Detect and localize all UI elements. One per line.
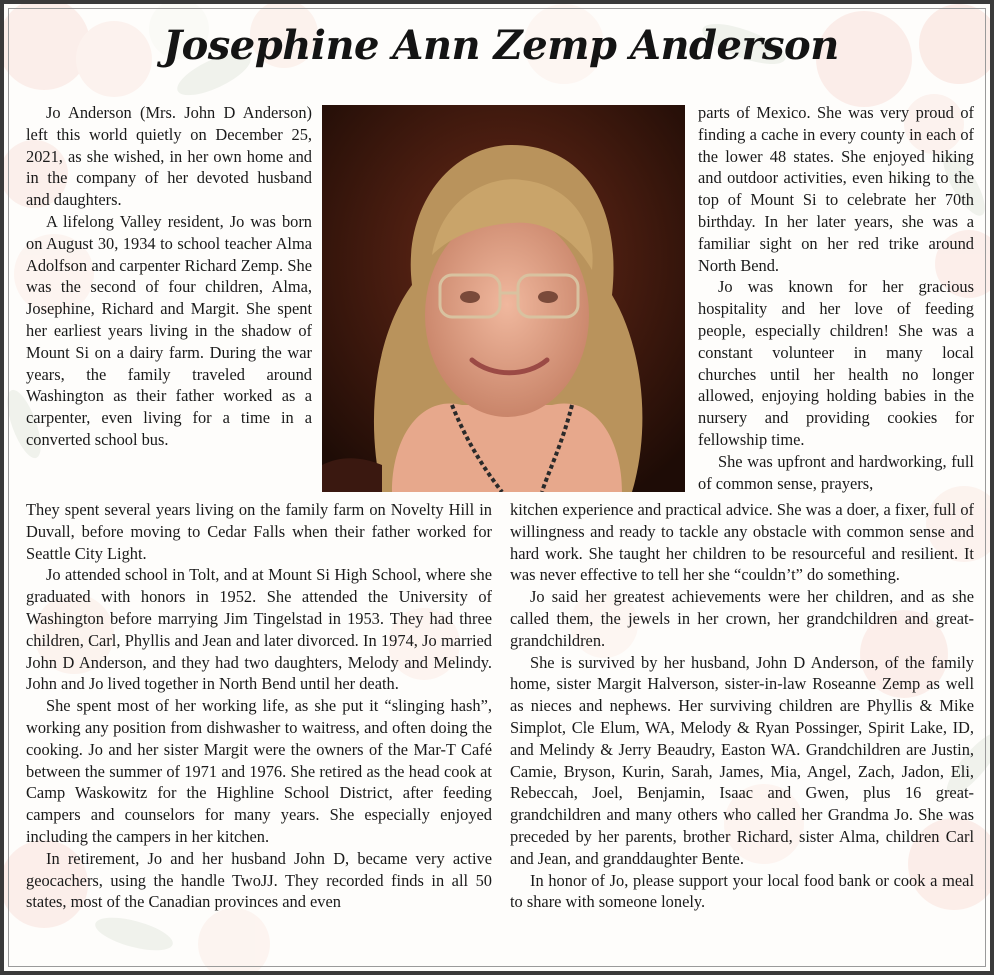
left-column-top: [26, 102, 312, 451]
paragraph: Jo attended school in Tolt, and at Mount Si High School, where she graduated with honors in 1952. She attended the University of Washington before marrying Jim Tingelstad in 1953. They had three children, Carl, Phyllis and Jean and later divorced. In 1974, Jo married John D Anderson, and they had two daughters, Melody and Melindy. John and Jo lived together in North Bend until her death.: [26, 565, 492, 694]
paragraph: A lifelong Valley resident, Jo was born on August 30, 1934 to school teacher Alma Adolfson and carpenter Richard Zemp. She was the second of four children, Alma, Josephine, Richard and Margit. She spent her earliest years living in the shadow of Mount Si on a dairy farm. During the war years, the family traveled around Washington as their father worked as a carpenter, even living for a time in a converted school bus.: [26, 211, 312, 449]
obituary-title: Josephine Ann Zemp Anderson: [163, 22, 839, 69]
paragraph: She spent most of her working life, as she put it “slinging hash”, working any position from dishwasher to waitress, and often doing the cooking. Jo and her sister Margit were the owners of the Mar-T Café between the summer of 1971 and 1976. She retired as the head cook at Camp Waskowitz for the Highline School District, after feeding campers and counselors for many years. She especially enjoyed including the campers in her kitchen.: [26, 696, 492, 846]
paragraph: Jo said her greatest achievements were her children, and as she called them, the jewels in her crown, her grandchildren and great-grandchildren.: [510, 587, 974, 650]
paragraph: Jo was known for her gracious hospitality and her love of feeding people, especially children! She was a constant volunteer in many local churches until her health no longer allowed, enjoying holding babies in the nursery and providing cookies for fellowship time.: [698, 277, 974, 449]
portrait-photo: [322, 105, 685, 492]
paragraph: parts of Mexico. She was very proud of finding a cache in every county in each of the lower 48 states. She enjoyed hiking and outdoor activities, even hiking to the top of Mount Si to celebrate her 70th birthday. In her later years, she was a familiar sight on her red trike around North Bend.: [698, 103, 974, 275]
paragraph: She is survived by her husband, John D Anderson, of the family home, sister Margit Halverson, sister-in-law Roseanne Zemp as well as nieces and nephews. Her surviving children are Phyllis & Mike Simplot, Cle Elum, WA, Melody & Ryan Possinger, Spirit Lake, ID, and Melindy & Jerry Beaudry, Easton WA. Grandchildren are Justin, Camie, Bryson, Kurin, Sarah, James, Mia, Angel, Zach, Jadon, Eli, Rebeccah, Joel, Benjamin, Isaac and Gwen, plus 16 great-grandchildren and many others who called her Grandma Jo. She was preceded by her parents, brother Richard, sister Alma, children Carl and Jean, and granddaughter Bente.: [510, 652, 974, 868]
paragraph: In honor of Jo, please support your local food bank or cook a meal to share with someone lonely.: [510, 870, 974, 912]
paragraph: They spent several years living on the family farm on Novelty Hill in Duvall, before moving to Cedar Falls when their father worked for Seattle City Light.: [26, 500, 492, 563]
right-column: [510, 499, 974, 913]
paragraph: In retirement, Jo and her husband John D, became very active geocachers, using the handle TwoJJ. They recorded finds in all 50 states, most of the Canadian provinces and even: [26, 848, 492, 912]
left-column: [26, 499, 492, 913]
right-column-top: [698, 102, 974, 494]
paragraph: Jo Anderson (Mrs. John D Anderson) left this world quietly on December 25, 2021, as she wished, in her own home and in the company of her devoted husband and daughters.: [26, 103, 312, 210]
paragraph: kitchen experience and practical advice. She was a doer, a fixer, full of willingness and ready to tackle any obstacle with common sense and hard work. She taught her children to be resourceful and resilient. It was never effective to tell her she “couldn’t” do something.: [510, 500, 974, 585]
paragraph: She was upfront and hardworking, full of common sense, prayers,: [698, 451, 974, 493]
